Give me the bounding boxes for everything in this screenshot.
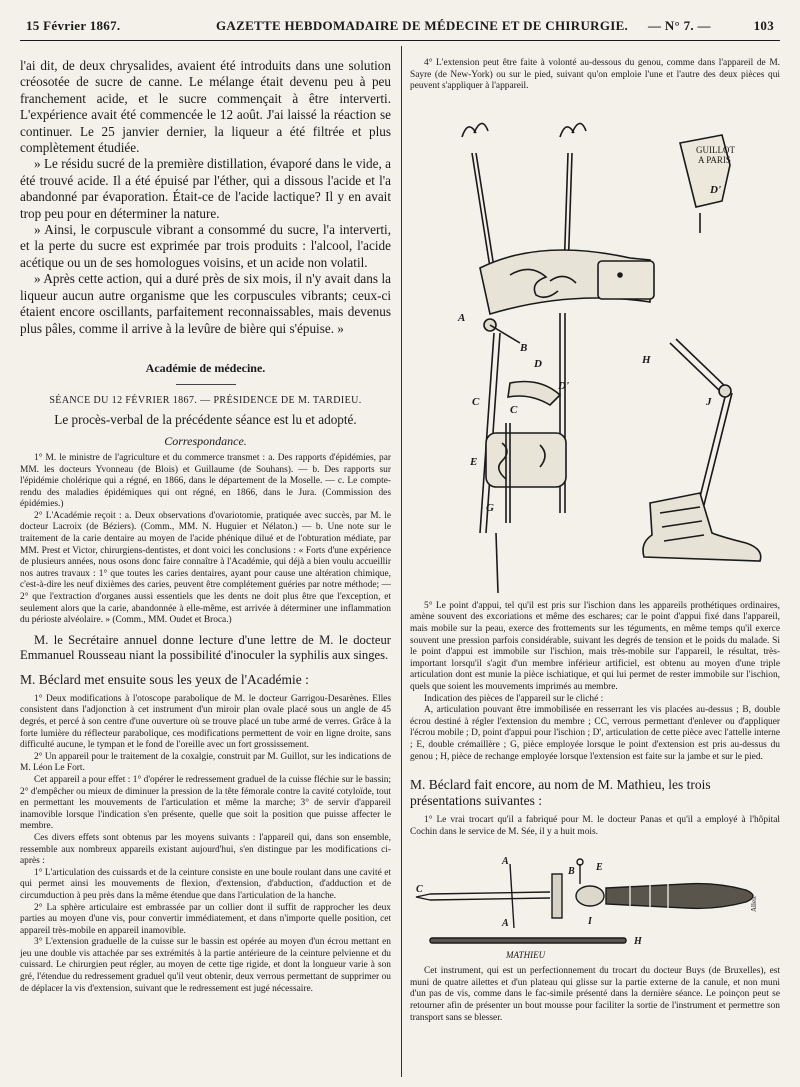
fig-label-d: D [534, 357, 542, 370]
fig-label-d-prime-upper: D' [710, 183, 721, 196]
proces-verbal: Le procès-verbal de la précédente séance est lu et adopté. [54, 411, 357, 427]
beclard-item-2-effects: Cet appareil a pour effet : 1° d'opérer le redressement graduel de la cuisse fléchie sur le bassin; 2° d'empêcher ou mieux de diminuer la pression de la tête fémorale contre la cavité cotyloïde, tout en permettant les mouvements de l'articulation et même la marche; 3° de servir d'appareil inamovible lorsque l'indication s'en présente, quelle que soit la position que puisse affecter le membre. [20, 774, 391, 832]
trocart-label-i: I [588, 916, 592, 928]
trocart-illustration [410, 844, 780, 966]
right-paragraph-5: 5° Le point d'appui, tel qu'il est pris sur l'ischion dans les appareils prothétiques ordinaires, amène souvent des excoriations et même des eschares; car le point d'appui fixé dans l'appareil, mais mobile sur la peau, exerce des frottements sur les téguments, en même temps qu'il exerce souvent une pression parfois considérable, suivant les degrés de tension et le poids du malade. Si le point d'appui est immobile sur l'ischion, mais très-mobile sur l'appareil, le résultat, très-important lorsqu'il s'agit d'un membre inférieur artificiel, est obtenu au moyen d'une triple articulation dont est munie la pièce ischiatique, et qui lui permet de rester immobile sur l'ischion, quels que soient les mouvements imprimés au membre. [410, 600, 780, 692]
fig-label-g: G [486, 501, 494, 514]
seance-line: SÉANCE DU 12 FÉVRIER 1867. — PRÉSIDENCE DE M. TARDIEU. [49, 394, 362, 406]
header-issue-number: — N° 7. — [648, 18, 711, 33]
header-date: 15 Février 1867. [26, 18, 121, 33]
trocart-paragraph: 1° Le vrai trocart qu'il a fabriqué pour M. le docteur Panas et qu'il a employé à l'hôpital Cochin dans le service de M. Sée, il y a huit mois. [410, 815, 780, 837]
fig-label-a: A [458, 311, 466, 324]
fig-label-e: E [470, 455, 478, 468]
indication-heading: Indication des pièces de l'appareil sur le cliché : [424, 693, 604, 704]
trocart-figure [410, 844, 780, 966]
stamp-maker-name: GUILLOT [696, 144, 735, 155]
intro-paragraph-1: l'ai dit, de deux chrysalides, avaient été introduits dans une solution créosotée de sucre de canne. Le mélange était devenu peu à peu franchement acide, et le sucre commençait à être interverti. L'expérience avait été commencée le 12 août. J'ai laissé la réaction se continuer. Le 25 janvier dernier, la liqueur a été filtrée et plus complètement étudiée. [20, 58, 391, 156]
column-divider [401, 46, 402, 1077]
right-paragraph-4: 4° L'extension peut être faite à volonté au-dessous du genou, comme dans l'appareil de M. Sayre (de New-York) ou sur le pied, suivant qu'on emploie l'une et l'autre des deux pièces qui peuvent s'appliquer à l'appareil. [410, 58, 780, 92]
correspondance-item-2: 2° L'Académie reçoit : a. Deux observations d'ovariotomie, pratiquée avec succès, par M. le docteur Lacroix (de Béziers). (Comm., MM. N. Huguier et Nélaton.) — b. Une note sur le traitement de la carie dentaire au moyen de l'acide phénique dilué et de l'obturation médiate, par MM. Prest et Victor, chirurgiens-dentistes, et dont voici les conclusions : « Forts d'une expérience de plusieurs années, nous osons donc faire connaître à l'Académie, qui déjà a bien voulu accueillir nos autres travaux : 1° que toutes les caries dentaires, ayant pour cause une altération chimique, c'est-à-dire les neuf dixièmes des caries, peuvent être complétement guéries par notre méthode; — 2° que l'extraction d'organes aussi essentiels que les dents ne doit plus être que l'exception, et seulement alors que la carie, abandonnée à elle-même, est arrivée à déterminer une inflammation du périoste alvéolaire. » (Comm., MM. Oudet et Broca.) [20, 510, 391, 626]
beclard-item-2-means: Ces divers effets sont obtenus par les moyens suivants : l'appareil qui, dans son ensemble, ressemble aux nombreux appareils existant aujourd'hui, s'en distingue par les modifications ci-après : [20, 832, 391, 867]
trocart-label-a-bottom: A [502, 918, 509, 930]
page-header [20, 14, 780, 38]
coxalgia-apparatus-illustration [410, 93, 780, 601]
beclard-item-2-point-3: 3° L'extension graduelle de la cuisse sur le bassin est opérée au moyen d'un écrou mettant en jeu une double vis attachée par ses extrémités à la partie antérieure de la ceinture pelvienne et du cuissard. Le chirurgien peut régler, au moyen de cette tige rigide, et dont la longueur varie à son gré, l'étendue du redressement graduel qu'il veut obtenir, deux verrous permettant de supprimer ou de déplacer la vis d'extension, suivant que le redressement est jugé nécessaire. [20, 937, 391, 994]
secretaire-paragraph: M. le Secrétaire annuel donne lecture d'une lettre de M. le docteur Emmanuel Rousseau niant la possibilité d'inoculer la syphilis aux singes. [20, 632, 391, 663]
academy-heading: Académie de médecine. [145, 360, 266, 375]
fig-label-b: B [520, 341, 528, 354]
fig-label-c: C [472, 395, 480, 408]
engraver-signature: Alleit [750, 896, 758, 913]
beclard-item-2: 2° Un appareil pour le traitement de la coxalgie, construit par M. Guillot, sur les indications de M. Léon Le Fort. [20, 751, 391, 774]
beclard-heading: M. Béclard met ensuite sous les yeux de l'Académie : [20, 671, 309, 687]
beclard-item-1: 1° Deux modifications à l'otoscope parabolique de M. le docteur Garrigou-Desarènes. Elles consistent dans l'adjonction à cet instrument d'un miroir plan ovale placé sous un angle de 45 degrés, et percé à son centre d'une ouverture où se trouve placé un tube armé de verres. Grâce à la forte lumière du réflecteur parabolique, ces modifications permettent de voir en ligne droite, sans difficulté aucune, le tympan et le fond de l'oreille avec un fort grossissement. [20, 693, 391, 751]
header-rule [20, 40, 780, 41]
beclard-item-2-point-1: 1° L'articulation des cuissards et de la ceinture consiste en une boule roulant dans une cavité et qui permet ainsi les mouvements de flexion, d'extension, d'abduction, d'adduction et de circumduction à peu près dans la même étendue que dans l'articulation de la hanche. [20, 867, 391, 901]
trocart-description: Cet instrument, qui est un perfectionnement du trocart du docteur Buys (de Bruxelles), est muni de quatre ailettes et d'un plateau qui glisse sur la partie externe de la canule, et non muni d'un pas de vis, comme dans le fac-simile présenté dans la dernière séance. Le poinçon peut se retourner afin de présenter un bout mousse pour faciliter la sortie de l'instrument et permettre son transport sans se blesser. [410, 966, 780, 1023]
header-title: GAZETTE HEBDOMADAIRE DE MÉDECINE ET DE CHIRURGIE. [216, 18, 629, 33]
fig-label-c-second: C [510, 403, 518, 416]
trocart-label-c: C [416, 884, 423, 896]
right-column [410, 58, 780, 1077]
trocart-label-e: E [596, 862, 603, 874]
fig-label-h: H [642, 353, 651, 366]
academy-heading-rule [176, 384, 236, 385]
trocart-label-a-top: A [502, 856, 509, 868]
beclard-item-2-point-2: 2° La sphère articulaire est embrassée par un collier dont il suffit de rapprocher les deux parties au moyen d'une vis, pour convertir immédiatement, et dans n'importe quelle position, cet appareil très-mobile en appareil inamovible. [20, 902, 391, 936]
intro-paragraph-4: » Après cette action, qui a duré près de six mois, il n'y avait dans la liqueur aucun autre organisme que les corpuscules vibrants; ceux-ci étaient encore oscillants, parfaitement reconnaissables, mais devenus plus pâles, comme il arrive à la levûre de bière qui s'épuise. » [20, 271, 391, 336]
trocart-label-b: B [568, 866, 575, 878]
mathieu-heading: M. Béclard fait encore, au nom de M. Mathieu, les trois présentations suivantes : [410, 777, 711, 809]
trocart-signature: MATHIEU [506, 950, 546, 961]
trocart-label-h: H [634, 936, 642, 948]
header-page-number: 103 [753, 18, 774, 33]
figure-legend: A, articulation pouvant être immobilisée en resserrant les vis placées au-dessus ; B, double écrou destiné à régler l'extension du membre ; CC, verrous permettant d'enlever ou d'appliquer l'écrou mobile ; D, point d'appui pour l'ischion ; D', articulation de cette pièce avec l'attelle interne ; E, double crémaillère ; G, pièce employée lorsque le point d'extension est pris au-dessus du genou ; H, pièce de rechange employée lorsque l'extension est faite sur la jambe et sur le pied. [410, 705, 780, 762]
coxalgia-apparatus-figure [410, 93, 780, 601]
fig-label-d-prime-lower: D' [558, 379, 569, 392]
left-column [20, 58, 391, 1077]
correspondance-heading: Correspondance. [164, 433, 247, 448]
fig-label-j: J [706, 395, 712, 408]
stamp-maker-city: A PARIS [698, 154, 731, 165]
correspondance-item-1: 1° M. le ministre de l'agriculture et du commerce transmet : a. Des rapports d'épidémies, par MM. les docteurs Yvonneau (de Blois) et Guillaume (de Souhans). — b. Des rapports sur l'épidémie cholérique qui a régné, en 1866, dans le département de la Moselle. — c. Le compte-rendu des maladies épidémiques qui ont régné, en 1866, dans le Jura. (Commission des épidémies.) [20, 452, 391, 510]
intro-paragraph-3: » Ainsi, le corpuscule vibrant a consommé du sucre, l'a interverti, et la perte du sucre est exprimée par trois produits : l'alcool, l'acide acétique ou un de ses homologues voisins, et un acide non volatil. [20, 222, 391, 270]
intro-paragraph-2: » Le résidu sucré de la première distillation, évaporé dans le vide, a été trouvé acide. Il a été épuisé par l'éther, qui a dissous l'acide et l'a abandonné par évaporation. Était-ce de l'acide lactique? Il y en avait trop peu pour en déterminer la nature. [20, 156, 391, 221]
